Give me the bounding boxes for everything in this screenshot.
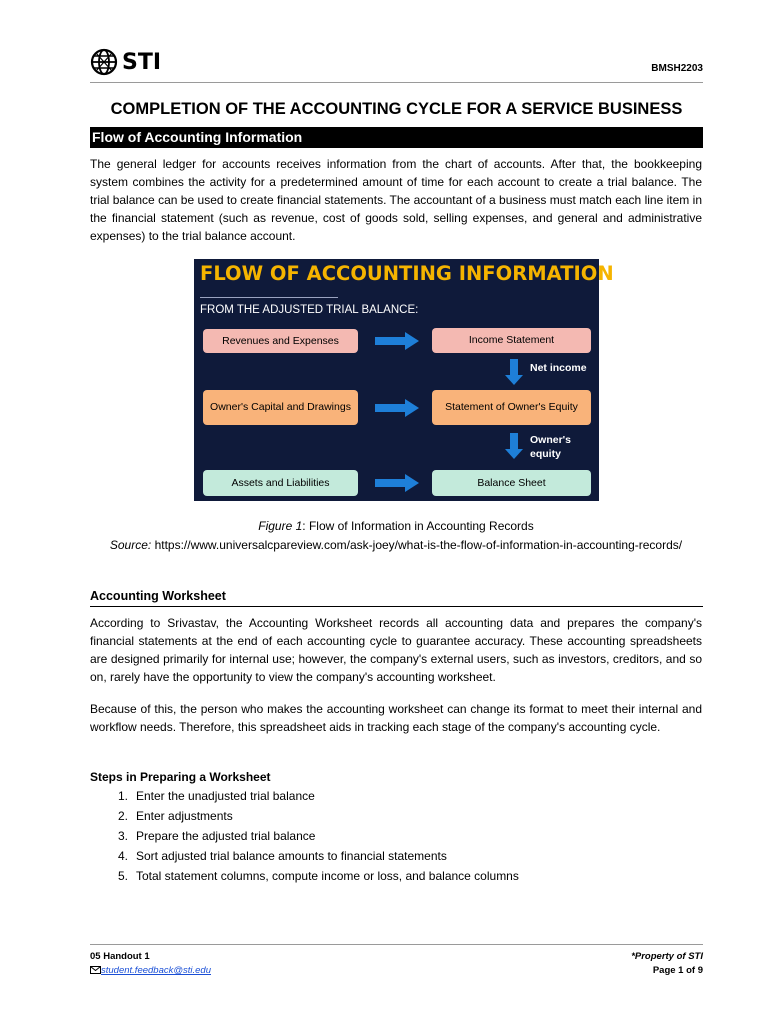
envelope-icon bbox=[90, 966, 101, 974]
footer-right bbox=[631, 950, 703, 978]
step-number: 2. bbox=[117, 809, 128, 823]
caption-text: : Flow of Information in Accounting Records bbox=[302, 519, 534, 533]
source-label: Source: bbox=[109, 538, 152, 552]
figure-subtitle: FROM THE ADJUSTED TRIAL BALANCE: bbox=[200, 304, 419, 316]
arrow-right-icon bbox=[375, 399, 419, 417]
box-assets-liabilities: Assets and Liabilities bbox=[203, 470, 358, 496]
list-item bbox=[90, 787, 702, 807]
arrow-down-icon bbox=[505, 433, 523, 459]
step-text: Enter adjustments bbox=[136, 809, 233, 823]
course-code: BMSH2203 bbox=[651, 63, 703, 74]
page-header bbox=[90, 46, 703, 83]
list-item bbox=[90, 827, 702, 847]
list-item bbox=[90, 847, 702, 867]
footer-divider bbox=[90, 944, 703, 945]
step-text: Sort adjusted trial balance amounts to financial statements bbox=[136, 849, 447, 863]
caption-label: Figure 1 bbox=[258, 519, 303, 533]
globe-icon bbox=[90, 48, 120, 76]
step-number: 5. bbox=[117, 869, 128, 883]
paragraph-worksheet-1: According to Srivastav, the Accounting Worksheet records all accounting data and prepares the company's financial statements at the end of each accounting cycle to guarantee accuracy. These accounting spreadsheets are designed primarily for internal use; however, the company's external users, such as investors, creditors, and so on, rarely have the opportunity to view the company's accounting worksheet. bbox=[90, 616, 702, 684]
paragraph-flow: The general ledger for accounts receives information from the chart of accounts. After that, the bookkeeping system combines the activity for a predetermined amount of time for each account to create a trial balance. The trial balance can be used to create financial statements. The accountant of a business must match each line item in the financial statement (such as revenue, cost of goods sold, selling expenses, and general and administrative expenses) to the trial balance account. bbox=[90, 157, 702, 243]
step-text: Prepare the adjusted trial balance bbox=[136, 829, 316, 843]
figure-title: FLOW OF ACCOUNTING INFORMATION bbox=[200, 262, 614, 285]
arrow-right-icon bbox=[375, 332, 419, 350]
flow-figure bbox=[194, 259, 614, 501]
handout-label: 05 Handout 1 bbox=[90, 951, 150, 962]
step-number: 4. bbox=[117, 849, 128, 863]
source-url: https://www.universalcpareview.com/ask-joey/what-is-the-flow-of-information-in-accounting-records/ bbox=[151, 538, 683, 552]
feedback-email-link[interactable]: student.feedback@sti.edu bbox=[101, 965, 211, 976]
property-label: *Property of STI bbox=[631, 951, 703, 962]
steps-heading: Steps in Preparing a Worksheet bbox=[90, 770, 271, 784]
sti-logo bbox=[90, 48, 161, 76]
logo-text: STI bbox=[122, 49, 162, 75]
list-item bbox=[90, 807, 702, 827]
steps-list bbox=[90, 787, 702, 887]
figure-divider bbox=[200, 297, 338, 298]
figure-source bbox=[90, 537, 702, 554]
step-text: Total statement columns, compute income or loss, and balance columns bbox=[136, 869, 519, 883]
step-number: 1. bbox=[117, 789, 128, 803]
section-heading-flow: Flow of Accounting Information bbox=[90, 127, 703, 148]
page-number: Page 1 of 9 bbox=[652, 965, 703, 976]
label-net-income: Net income bbox=[530, 362, 587, 374]
step-text: Enter the unadjusted trial balance bbox=[136, 789, 315, 803]
box-balance-sheet: Balance Sheet bbox=[432, 470, 591, 496]
section-heading-worksheet: Accounting Worksheet bbox=[90, 586, 703, 607]
page-title: COMPLETION OF THE ACCOUNTING CYCLE FOR A SERVICE BUSINESS bbox=[110, 100, 683, 118]
box-revenues-expenses: Revenues and Expenses bbox=[203, 329, 358, 353]
list-item bbox=[90, 867, 702, 887]
box-owners-capital: Owner's Capital and Drawings bbox=[203, 390, 358, 425]
box-income-statement: Income Statement bbox=[432, 328, 591, 353]
box-statement-owners-equity: Statement of Owner's Equity bbox=[432, 390, 591, 425]
arrow-down-icon bbox=[505, 359, 523, 385]
arrow-right-icon bbox=[375, 474, 419, 492]
step-number: 3. bbox=[117, 829, 128, 843]
paragraph-worksheet-2: Because of this, the person who makes the accounting worksheet can change its format to meet their internal and workflow needs. Therefore, this spreadsheet aids in tracking each stage of the company's accounting cycle. bbox=[90, 702, 702, 734]
footer-left bbox=[90, 950, 211, 978]
label-owners-equity: Owner's equity bbox=[530, 434, 572, 460]
feedback-contact bbox=[90, 964, 211, 978]
figure-caption bbox=[90, 518, 702, 535]
